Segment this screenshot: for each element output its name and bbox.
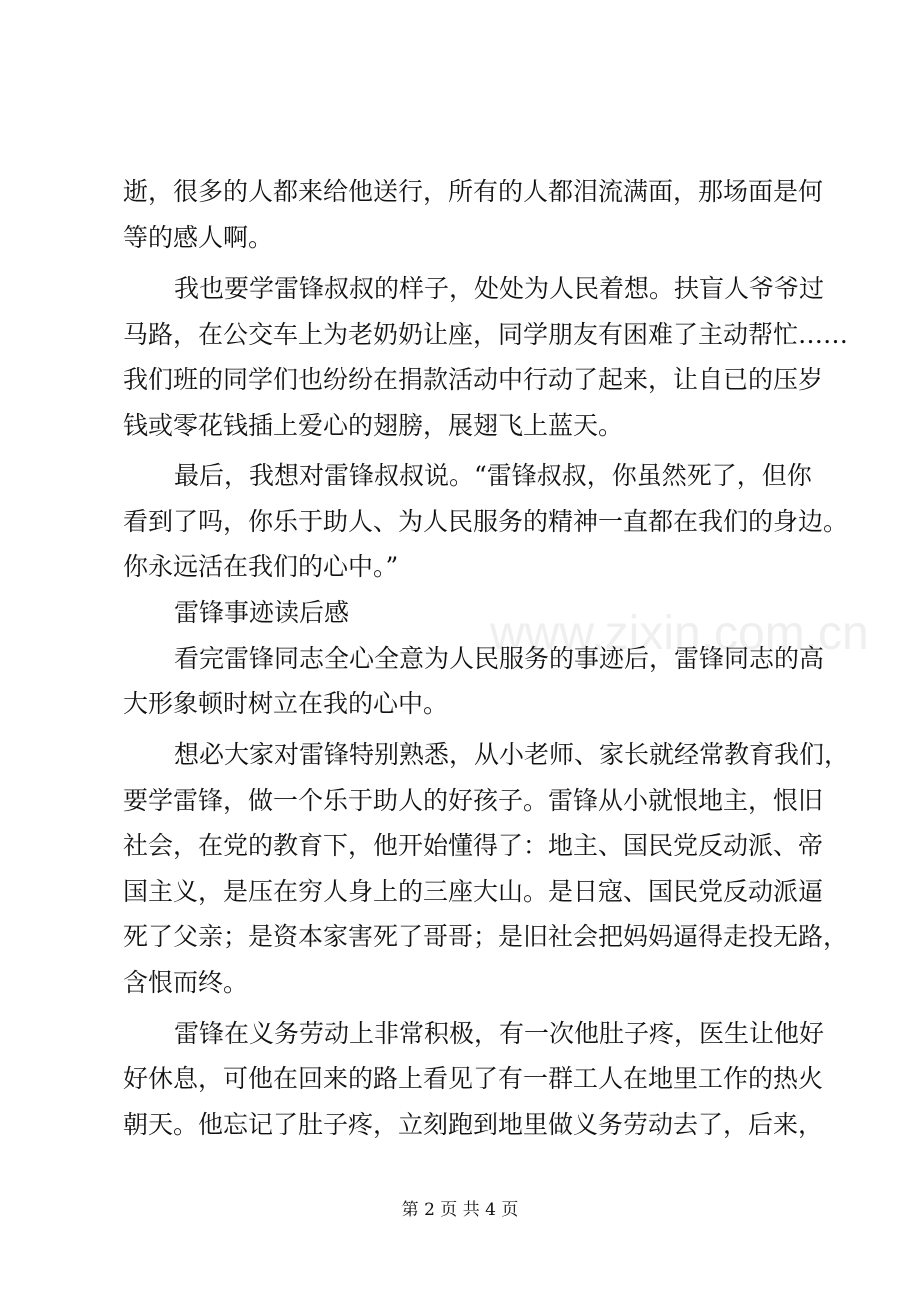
paragraph-line: 等的感人啊。 — [123, 223, 274, 252]
paragraph-line: 雷锋在义务劳动上非常积极，有一次他肚子疼，医生让他好 — [174, 1019, 825, 1048]
paragraph-line: 钱或零花钱插上爱心的翅膀，展翅飞上蓝天。 — [123, 411, 624, 440]
paragraph-line: 看到了吗，你乐于助人、为人民服务的精神一直都在我们的身边。 — [123, 507, 849, 536]
paragraph-line: 你永远活在我们的心中。” — [123, 552, 399, 581]
paragraph-line: 逝，很多的人都来给他送行，所有的人都泪流满面，那场面是何 — [123, 177, 824, 206]
paragraph-line: 看完雷锋同志全心全意为人民服务的事迹后，雷锋同志的高 — [174, 644, 825, 673]
paragraph-line: 国主义，是压在穷人身上的三座大山。是日寇、国民党反动派逼 — [123, 877, 824, 906]
paragraph-line: 我们班的同学们也纷纷在捐款活动中行动了起来，让自已的压岁 — [123, 365, 824, 394]
page-footer: 第 2 页 共 4 页 — [401, 1200, 519, 1220]
paragraph-line: 要学雷锋，做一个乐于助人的好孩子。雷锋从小就恨地主，恨旧 — [123, 786, 824, 815]
paragraph-line: 最后，我想对雷锋叔叔说。“雷锋叔叔，你虽然死了，但你 — [174, 461, 812, 490]
section-title: 雷锋事迹读后感 — [174, 598, 350, 627]
paragraph-line: 社会，在党的教育下，他开始懂得了：地主、国民党反动派、帝 — [123, 831, 824, 860]
paragraph-line: 好休息，可他在回来的路上看见了有一群工人在地里工作的热火 — [123, 1064, 824, 1093]
paragraph-line: 我也要学雷锋叔叔的样子，处处为人民着想。扶盲人爷爷过 — [174, 274, 825, 303]
paragraph-line: 朝天。他忘记了肚子疼，立刻跑到地里做义务劳动去了，后来， — [123, 1110, 824, 1139]
watermark: www.zixin.com.cn — [490, 607, 869, 660]
paragraph-line: 想必大家对雷锋特别熟悉，从小老师、家长就经常教育我们， — [174, 740, 850, 769]
paragraph-line: 马路，在公交车上为老奶奶让座，同学朋友有困难了主动帮忙…… — [123, 320, 849, 349]
paragraph-line: 死了父亲；是资本家害死了哥哥；是旧社会把妈妈逼得走投无路， — [123, 922, 849, 951]
paragraph-line: 大形象顿时树立在我的心中。 — [123, 689, 449, 718]
paragraph-line: 含恨而终。 — [123, 968, 249, 997]
